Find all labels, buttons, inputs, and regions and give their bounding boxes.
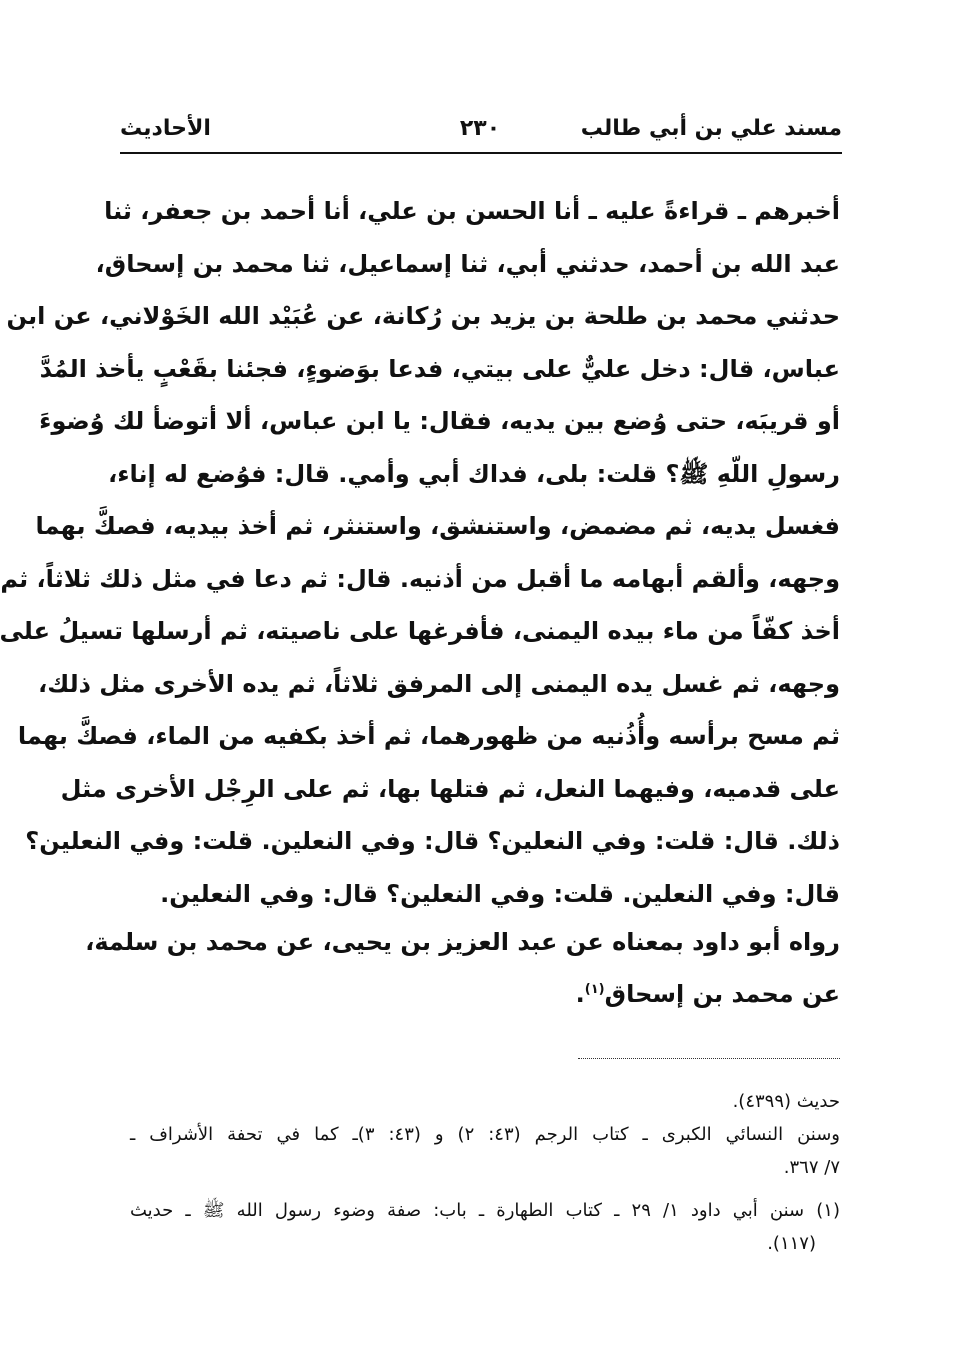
text-line: رسولِ اللّهِ ﷺ؟ قلت: بلى، فداك أبي وأمي. قال: فوُضع له إناء، xyxy=(108,459,840,488)
footnote-1: (١) سنن أبي داود ١/ ٢٩ ـ كتاب الطهارة ـ باب: صفة وضوء رسول الله ﷺ ـ حديث xyxy=(130,1200,840,1221)
hadith-reference: حديث (٤٣٩٩). xyxy=(732,1091,840,1112)
text-line: وجهه، ثم غسل يده اليمنى إلى المرفق ثلاثاً، ثم يده الأخرى مثل ذلك، xyxy=(38,669,840,698)
narration-line: رواه أبو داود بمعناه عن عبد العزيز بن يحيى، عن محمد بن سلمة، xyxy=(85,928,840,956)
text-line: وجهه، وألقم أبهامه ما أقبل من أذنيه. قال: ثم دعا في مثل ذلك ثلاثاً، ثم xyxy=(0,564,840,593)
text-line: أو قريبَه، حتى وُضع بين يديه، فقال: يا ابن عباس، ألا أتوضأ لك وُضوءَ xyxy=(39,407,840,435)
nasai-reference-cont: ٧/ ٣٦٧. xyxy=(783,1157,840,1178)
hadith-text xyxy=(0,185,840,920)
text-line: على قدميه، وفيهما النعل، ثم فتلها بها، ثم على الرِجْل الأخرى مثل xyxy=(60,774,840,803)
page-number: ٢٣٠ xyxy=(459,116,501,141)
narration-paragraph xyxy=(85,916,840,1020)
footnote-1-cont: (١١٧). xyxy=(767,1233,816,1254)
narration-line xyxy=(130,968,840,1020)
footnote-reference[interactable]: (١) xyxy=(584,982,605,997)
text-line: قال: وفي النعلين. قلت: وفي النعلين؟ قال: وفي النعلين. xyxy=(160,879,840,908)
text-line: ذلك. قال: قلت: وفي النعلين؟ قال: وفي النعلين. قلت: وفي النعلين؟ xyxy=(25,827,840,855)
footnotes xyxy=(130,1085,840,1260)
text-line: عباس، قال: دخل عليٌّ على بيتي، فدعا بوَضوءٍ، فجئنا بقَعْبٍ يأخذ المُدَّ xyxy=(39,354,840,383)
running-header xyxy=(120,112,842,152)
header-rule xyxy=(120,152,842,154)
text-line: عبد الله بن أحمد، حدثني أبي، ثنا إسماعيل، ثنا محمد بن إسحاق، xyxy=(95,249,840,278)
book-title: مسند علي بن أبي طالب xyxy=(580,116,842,141)
narration-text: عن محمد بن إسحاق xyxy=(604,980,840,1008)
narration-end: . xyxy=(575,980,585,1008)
section-title: الأحاديث xyxy=(120,116,211,141)
text-line: ثم مسح برأسه وأُذُنيه من ظهورهما، ثم أخذ بكفيه من الماء، فصكَّ بهما xyxy=(17,722,840,750)
nasai-reference: وسنن النسائي الكبرى ـ كتاب الرجم (٤٣: ٢) و (٤٣: ٣)ـ كما في تحفة الأشراف ـ xyxy=(130,1124,840,1145)
text-line: حدثني محمد بن طلحة بن يزيد بن رُكانة، عن عُبَيْد الله الخَوْلاني، عن ابن xyxy=(6,302,840,330)
footnote-separator xyxy=(578,1058,840,1059)
text-line: أخذ كفّاً من ماء بيده اليمنى، فأفرغها على ناصيته، ثم أرسلها تسيلُ على xyxy=(0,617,840,645)
text-line: فغسل يديه، ثم مضمض، واستنشق، واستنثر، ثم أخذ بيديه، فصكَّ بهما xyxy=(35,512,840,540)
text-line: أخبرهم ـ قراءةً عليه ـ أنا الحسن بن علي، أنا أحمد بن جعفر، ثنا xyxy=(104,197,840,225)
